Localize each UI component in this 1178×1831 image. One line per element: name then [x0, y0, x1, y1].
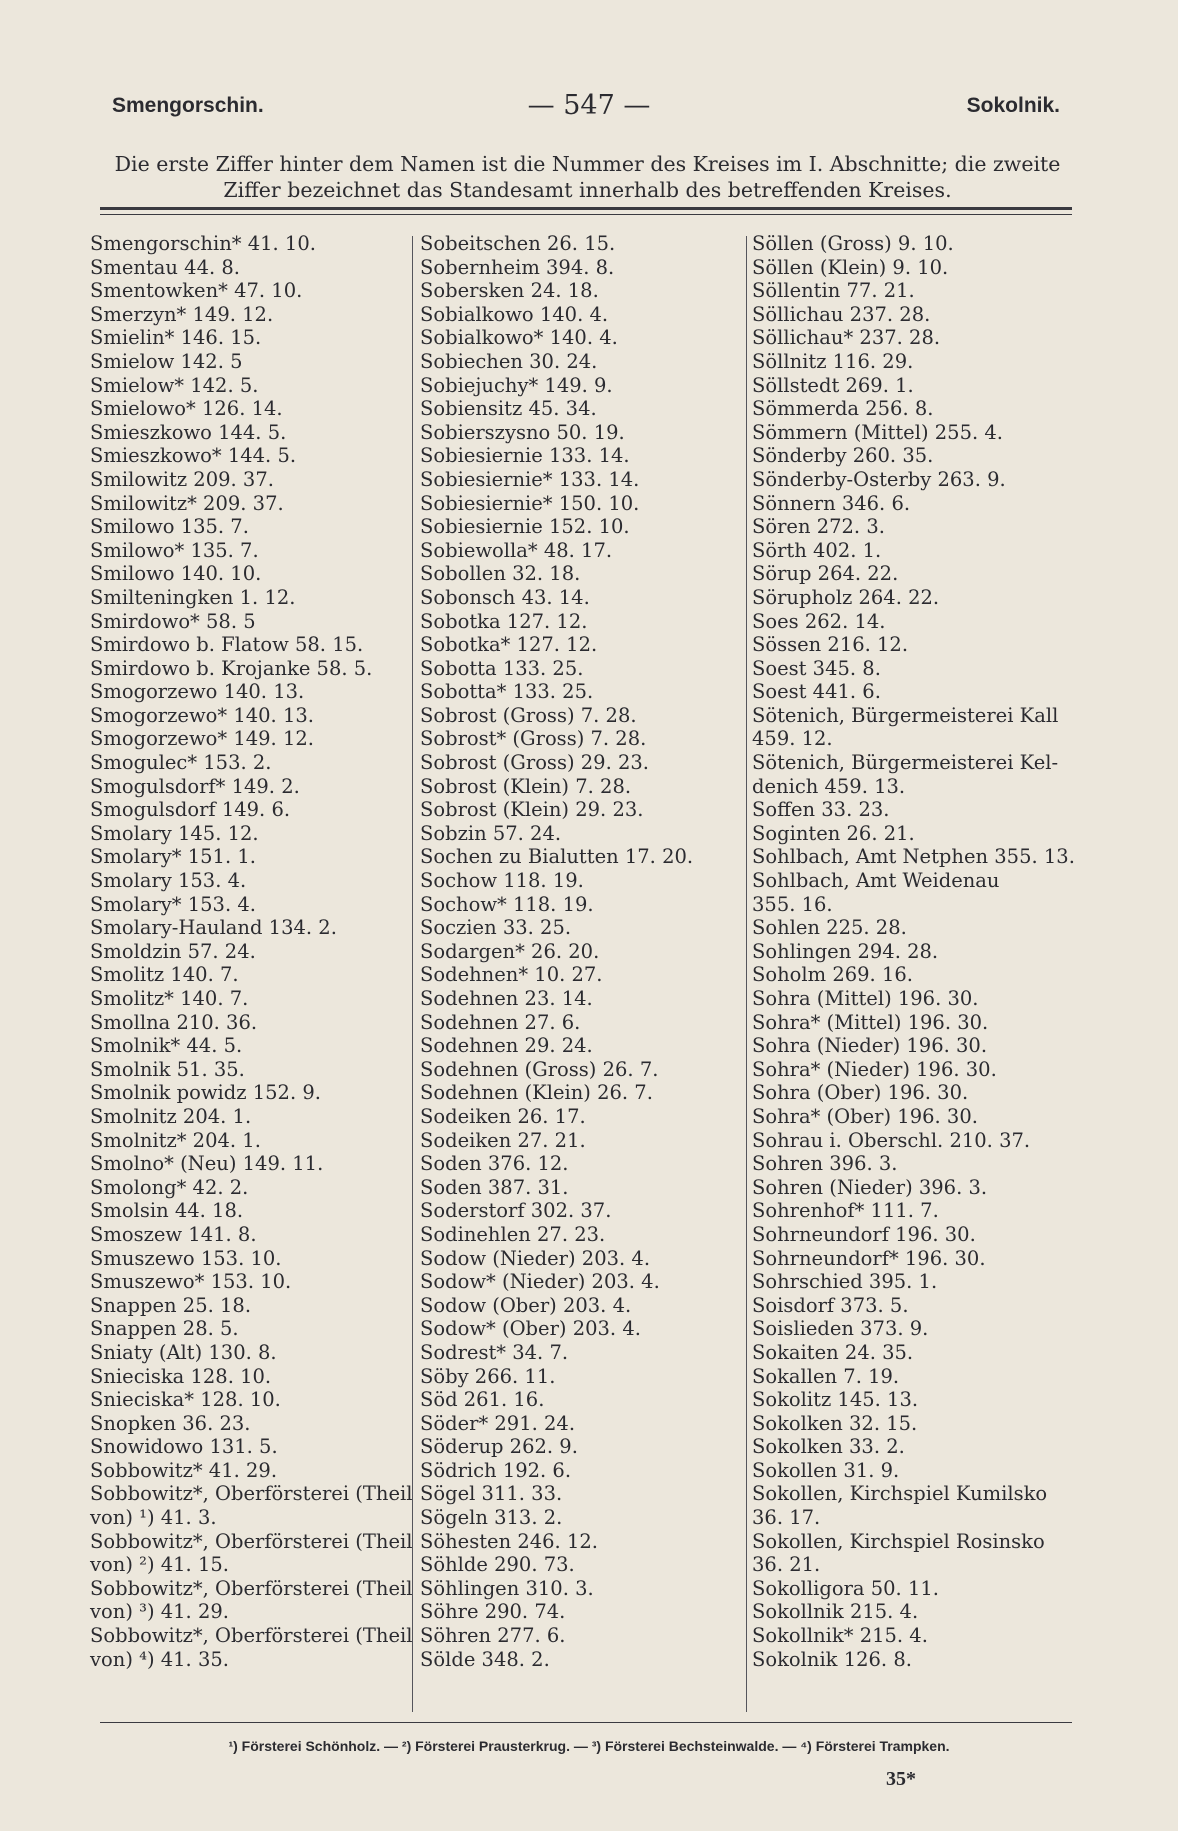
index-entry: von) ¹) 41. 3.	[90, 1506, 217, 1530]
index-entry: Sömmerda 256. 8.	[752, 397, 934, 421]
index-entry: Sönderby-Osterby 263. 9.	[752, 467, 1006, 491]
index-entry: Sobialkowo 140. 4.	[420, 302, 609, 326]
index-entry: Soholm 269. 16.	[752, 963, 913, 987]
index-entry: Sohra* (Ober) 196. 30.	[752, 1104, 978, 1128]
index-entry: Sodehnen 29. 24.	[420, 1034, 593, 1058]
index-entry: Sodrest* 34. 7.	[420, 1340, 569, 1364]
index-entry: von) ⁴) 41. 35.	[90, 1647, 229, 1671]
index-entry: Sokolken 33. 2.	[752, 1435, 905, 1459]
index-entry: 459. 12.	[752, 727, 833, 751]
index-entry: Smolnik 51. 35.	[90, 1057, 245, 1081]
index-entry: Smolno* (Neu) 149. 11.	[90, 1152, 324, 1176]
index-entry: Sobzin 57. 24.	[420, 821, 562, 845]
index-entry: Söllnitz 116. 29.	[752, 349, 914, 373]
index-entry: Sobialkowo* 140. 4.	[420, 326, 618, 350]
index-entry: Smoldzin 57. 24.	[90, 939, 256, 963]
index-entry: Sobrost (Klein) 7. 28.	[420, 774, 632, 798]
index-entry: Sohlbach, Amt Weidenau	[752, 869, 1000, 893]
index-entry: Sodeiken 27. 21.	[420, 1128, 586, 1152]
index-entry: Sokollnik* 215. 4.	[752, 1624, 928, 1648]
index-entry: Smieszkowo 144. 5.	[90, 420, 287, 444]
index-entry: Smengorschin* 41. 10.	[90, 232, 316, 255]
index-entry: Sodehnen 23. 14.	[420, 987, 593, 1010]
index-entry: Söhesten 246. 12.	[420, 1529, 598, 1553]
header-rule-thin	[100, 214, 1072, 215]
index-entry: Sönderby 260. 35.	[752, 444, 934, 468]
index-entry: Smirdowo b. Krojanke 58. 5.	[90, 656, 373, 680]
index-entry: Sokaiten 24. 35.	[752, 1340, 914, 1364]
index-entry: Sobiejuchy* 149. 9.	[420, 373, 613, 397]
index-entry: Sodow* (Nieder) 203. 4.	[420, 1270, 660, 1294]
index-entry: Smilowo 140. 10.	[90, 562, 262, 586]
index-entry: Smieszkowo* 144. 5.	[90, 444, 297, 468]
index-entry: Sohlen 225. 28.	[752, 916, 907, 940]
explanatory-note: Die erste Ziffer hinter dem Namen ist die Nummer des Kreises im I. Abschnitte; die zweite Ziffer bezeichnet das Standesamt innerhalb des betreffenden Kreises.	[114, 152, 1061, 202]
entry-column-2	[420, 232, 735, 1671]
index-entry: Sohra* (Nieder) 196. 30.	[752, 1057, 997, 1081]
index-entry: Sobbowitz*, Oberförsterei (Theil	[90, 1529, 413, 1553]
index-entry: Söllen (Klein) 9. 10.	[752, 255, 949, 279]
index-entry: Sötenich, Bürgermeisterei Kel-	[752, 751, 1059, 775]
index-entry: Sobbowitz*, Oberförsterei (Theil	[90, 1482, 413, 1506]
index-entry: Sohrschied 395. 1.	[752, 1270, 938, 1294]
index-entry: Snopken 36. 23.	[90, 1411, 251, 1435]
index-entry: Sokolligora 50. 11.	[752, 1576, 939, 1600]
index-entry: Smogulsdorf* 149. 2.	[90, 774, 300, 798]
index-entry: Sobotta* 133. 25.	[420, 680, 594, 704]
index-entry: denich 459. 13.	[752, 774, 906, 798]
index-entry: Soest 345. 8.	[752, 656, 881, 680]
index-entry: Smielow* 142. 5.	[90, 373, 259, 397]
index-entry: Söllstedt 269. 1.	[752, 373, 914, 397]
index-entry: Soislieden 373. 9.	[752, 1317, 929, 1341]
index-entry: Smirdowo b. Flatow 58. 15.	[90, 633, 364, 657]
index-entry: Smolong* 42. 2.	[90, 1175, 249, 1199]
index-entry: Sobrost* (Gross) 7. 28.	[420, 727, 647, 751]
index-entry: Smolary-Hauland 134. 2.	[90, 916, 337, 940]
index-entry: Sobeitschen 26. 15.	[420, 232, 616, 255]
index-entry: Söby 266. 11.	[420, 1364, 556, 1388]
index-entry: Soczien 33. 25.	[420, 916, 572, 940]
index-entry: Soginten 26. 21.	[752, 821, 915, 845]
index-entry: Sobierszysno 50. 19.	[420, 420, 625, 444]
index-entry: Smielow 142. 5	[90, 349, 243, 373]
index-entry: Sokollen 31. 9.	[752, 1458, 900, 1482]
index-entry: Smolary* 153. 4.	[90, 892, 256, 916]
index-entry: Smolnitz* 204. 1.	[90, 1128, 261, 1152]
index-entry: Sögel 311. 33.	[420, 1482, 563, 1506]
index-entry: Sodehnen* 10. 27.	[420, 963, 603, 987]
index-entry: Smielin* 146. 15.	[90, 326, 262, 350]
index-entry: Sohra (Nieder) 196. 30.	[752, 1034, 988, 1058]
index-entry: Sobiewolla* 48. 17.	[420, 538, 613, 562]
index-entry: Sohlbach, Amt Netphen 355. 13.	[752, 845, 1075, 869]
index-entry: Söllichau 237. 28.	[752, 302, 931, 326]
index-entry: Sokolnik 126. 8.	[752, 1647, 912, 1671]
index-entry: Sobotka* 127. 12.	[420, 633, 598, 657]
index-entry: Soffen 33. 23.	[752, 798, 890, 822]
index-entry: Smolnik* 44. 5.	[90, 1034, 243, 1058]
index-entry: Sochen zu Bialutten 17. 20.	[420, 845, 694, 869]
index-entry: Smuszewo 153. 10.	[90, 1246, 282, 1270]
printer-signature: 35*	[886, 1768, 916, 1790]
index-entry: Sörth 402. 1.	[752, 538, 882, 562]
index-entry: Sodow* (Ober) 203. 4.	[420, 1317, 641, 1341]
index-entry: Smentowken* 47. 10.	[90, 279, 303, 303]
index-entry: Smogorzewo 140. 13.	[90, 680, 305, 704]
header-right-word: Sokolnik.	[966, 94, 1060, 117]
index-entry: Sohren 396. 3.	[752, 1152, 898, 1176]
index-entry: Söllentin 77. 21.	[752, 279, 915, 303]
index-entry: Sobotka 127. 12.	[420, 609, 588, 633]
index-entry: Sochow* 118. 19.	[420, 892, 594, 916]
index-entry: Sönnern 346. 6.	[752, 491, 911, 515]
footnote-rule	[100, 1722, 1072, 1723]
index-entry: Smielowo* 126. 14.	[90, 397, 283, 421]
index-entry: Smogorzewo* 140. 13.	[90, 703, 314, 727]
index-entry: Sohra* (Mittel) 196. 30.	[752, 1010, 989, 1034]
index-entry: Sobbowitz* 41. 29.	[90, 1458, 278, 1482]
index-entry: 36. 21.	[752, 1553, 821, 1577]
index-entry: Sobiechen 30. 24.	[420, 349, 598, 373]
index-entry: Smolitz 140. 7.	[90, 963, 239, 987]
index-entry: Smilowitz 209. 37.	[90, 467, 274, 491]
index-entry: Sobiesiernie 133. 14.	[420, 444, 630, 468]
index-entry: Sömmern (Mittel) 255. 4.	[752, 420, 1003, 444]
index-entry: Sodehnen (Gross) 26. 7.	[420, 1057, 659, 1081]
index-entry: Söderup 262. 9.	[420, 1435, 578, 1459]
index-entry: Sobbowitz*, Oberförsterei (Theil	[90, 1624, 413, 1648]
index-entry: Sobiesiernie* 150. 10.	[420, 491, 640, 515]
index-entry: Smilowitz* 209. 37.	[90, 491, 284, 515]
page-number: — 547 —	[527, 90, 651, 121]
index-entry: Sodeiken 26. 17.	[420, 1104, 586, 1128]
index-entry: Sodow (Nieder) 203. 4.	[420, 1246, 651, 1270]
index-entry: Sokolken 32. 15.	[752, 1411, 918, 1435]
index-entry: Söllen (Gross) 9. 10.	[752, 232, 954, 255]
entry-column-1	[90, 232, 413, 1671]
index-entry: Soden 376. 12.	[420, 1152, 569, 1176]
index-entry: Sohrau i. Oberschl. 210. 37.	[752, 1128, 1031, 1152]
entry-column-3	[752, 232, 1087, 1671]
index-entry: Smogulsdorf 149. 6.	[90, 798, 291, 822]
index-entry: Smolnitz 204. 1.	[90, 1104, 252, 1128]
index-entry: Soes 262. 14.	[752, 609, 886, 633]
index-entry: Sohrneundorf 196. 30.	[752, 1222, 976, 1246]
index-entry: Smogorzewo* 149. 12.	[90, 727, 314, 751]
index-entry: Smuszewo* 153. 10.	[90, 1270, 292, 1294]
index-entry: Sögeln 313. 2.	[420, 1506, 563, 1530]
index-entry: Sobernheim 394. 8.	[420, 255, 615, 279]
index-entry: Sohra (Ober) 196. 30.	[752, 1081, 969, 1105]
index-entry: Snieciska* 128. 10.	[90, 1388, 281, 1412]
index-entry: Sochow 118. 19.	[420, 869, 584, 893]
index-entry: Sokallen 7. 19.	[752, 1364, 900, 1388]
index-entry: Smolary* 151. 1.	[90, 845, 256, 869]
index-entry: 36. 17.	[752, 1506, 821, 1530]
index-entry: Smirdowo* 58. 5	[90, 609, 256, 633]
index-entry: Sörup 264. 22.	[752, 562, 899, 586]
header-left-word: Smengorschin.	[112, 94, 264, 117]
index-entry: Snappen 28. 5.	[90, 1317, 239, 1341]
footnotes: ¹) Försterei Schönholz. — ²) Försterei Prausterkrug. — ³) Försterei Bechsteinwalde. — ⁴) Försterei Trampken.	[228, 1738, 950, 1754]
index-entry: Sobotta 133. 25.	[420, 656, 584, 680]
index-entry: Södrich 192. 6.	[420, 1458, 572, 1482]
index-entry: Smolsin 44. 18.	[90, 1199, 244, 1223]
index-entry: Sodehnen (Klein) 26. 7.	[420, 1081, 653, 1105]
index-entry: Smilteningken 1. 12.	[90, 585, 296, 609]
index-entry: Sölde 348. 2.	[420, 1647, 550, 1671]
index-entry: Soisdorf 373. 5.	[752, 1293, 909, 1317]
index-entry: Sobiesiernie 152. 10.	[420, 515, 630, 539]
index-entry: Sohrenhof* 111. 7.	[752, 1199, 939, 1223]
index-entry: Söllichau* 237. 28.	[752, 326, 941, 350]
index-entry: Smolary 145. 12.	[90, 821, 259, 845]
index-entry: Sniaty (Alt) 130. 8.	[90, 1340, 277, 1364]
index-entry: Sobonsch 43. 14.	[420, 585, 590, 609]
index-entry: Sören 272. 3.	[752, 515, 885, 539]
index-entry: Snowidowo 131. 5.	[90, 1435, 278, 1459]
index-entry: Söd 261. 16.	[420, 1388, 545, 1412]
index-entry: Söhren 277. 6.	[420, 1624, 566, 1648]
index-entry: Söhlde 290. 73.	[420, 1553, 575, 1577]
header-rule-thick	[100, 207, 1072, 210]
index-entry: Smentau 44. 8.	[90, 255, 240, 279]
index-entry: Sötenich, Bürgermeisterei Kall	[752, 703, 1059, 727]
index-entry: Smogulec* 153. 2.	[90, 751, 272, 775]
index-entry: von) ²) 41. 15.	[90, 1553, 229, 1577]
index-entry: 355. 16.	[752, 892, 833, 916]
index-entry: Sobrost (Klein) 29. 23.	[420, 798, 644, 822]
index-entry: Sodow (Ober) 203. 4.	[420, 1293, 632, 1317]
index-entry: Smolitz* 140. 7.	[90, 987, 249, 1010]
running-header	[0, 90, 1178, 124]
index-entry: Sobersken 24. 18.	[420, 279, 599, 303]
index-entry: von) ³) 41. 29.	[90, 1600, 229, 1624]
column-divider	[746, 236, 747, 1712]
index-entry: Sobrost (Gross) 7. 28.	[420, 703, 637, 727]
index-entry: Sobiesiernie* 133. 14.	[420, 467, 640, 491]
index-entry: Smollna 210. 36.	[90, 1010, 258, 1034]
index-entry: Sokollen, Kirchspiel Rosinsko	[752, 1529, 1045, 1553]
index-entry: Smerzyn* 149. 12.	[90, 302, 274, 326]
index-entry: Sörupholz 264. 22.	[752, 585, 940, 609]
index-entry: Sokolitz 145. 13.	[752, 1388, 919, 1412]
index-entry: Snieciska 128. 10.	[90, 1364, 272, 1388]
index-entry: Soest 441. 6.	[752, 680, 881, 704]
index-entry: Snappen 25. 18.	[90, 1293, 252, 1317]
index-entry: Sössen 216. 12.	[752, 633, 909, 657]
column-divider	[412, 236, 413, 1712]
index-entry: Smolnik powidz 152. 9.	[90, 1081, 321, 1105]
index-entry: Sodehnen 27. 6.	[420, 1010, 581, 1034]
index-entry: Sobiensitz 45. 34.	[420, 397, 597, 421]
index-entry: Sodinehlen 27. 23.	[420, 1222, 606, 1246]
index-entry: Sokollen, Kirchspiel Kumilsko	[752, 1482, 1048, 1506]
index-entry: Sobollen 32. 18.	[420, 562, 581, 586]
index-entry: Sodargen* 26. 20.	[420, 939, 600, 963]
index-entry: Smilowo 135. 7.	[90, 515, 249, 539]
index-entry: Sohlingen 294. 28.	[752, 939, 939, 963]
index-entry: Sohra (Mittel) 196. 30.	[752, 987, 979, 1010]
index-entry: Söhre 290. 74.	[420, 1600, 566, 1624]
index-entry: Smilowo* 135. 7.	[90, 538, 259, 562]
index-entry: Söhlingen 310. 3.	[420, 1576, 594, 1600]
index-entry: Sohrneundorf* 196. 30.	[752, 1246, 986, 1270]
index-entry: Soden 387. 31.	[420, 1175, 569, 1199]
index-entry: Söder* 291. 24.	[420, 1411, 576, 1435]
index-entry: Smolary 153. 4.	[90, 869, 247, 893]
index-entry: Soderstorf 302. 37.	[420, 1199, 612, 1223]
index-entry: Sohren (Nieder) 396. 3.	[752, 1175, 988, 1199]
index-entry: Sobrost (Gross) 29. 23.	[420, 751, 649, 775]
index-entry: Sobbowitz*, Oberförsterei (Theil	[90, 1576, 413, 1600]
index-entry: Sokollnik 215. 4.	[752, 1600, 919, 1624]
index-entry: Smoszew 141. 8.	[90, 1222, 257, 1246]
